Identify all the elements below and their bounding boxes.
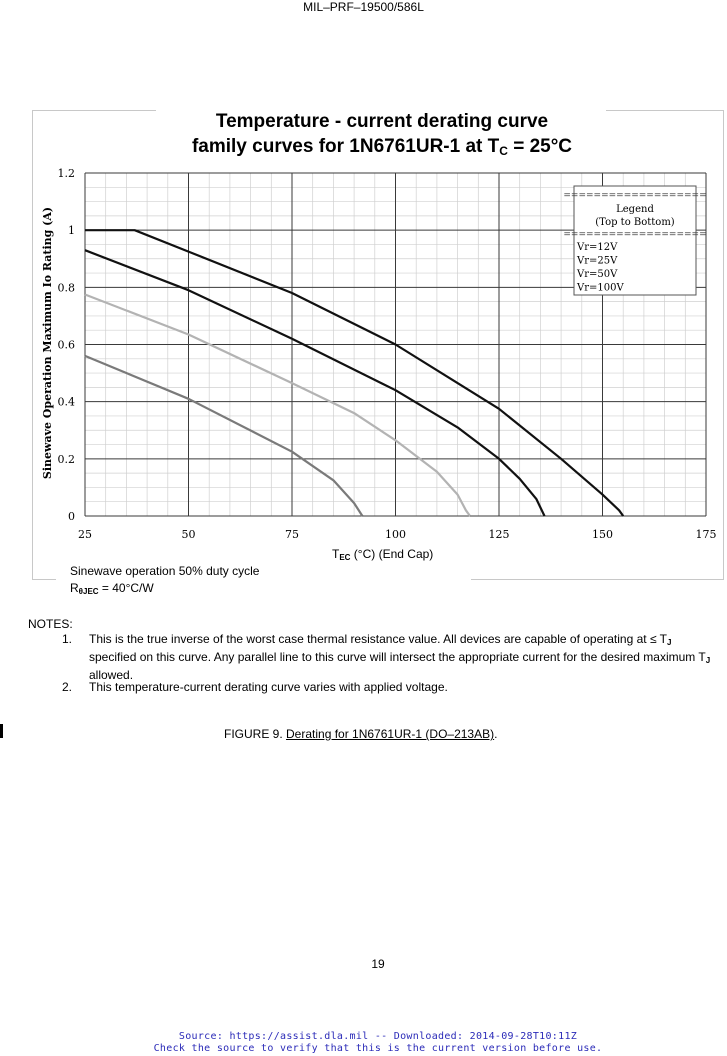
legend <box>563 186 706 295</box>
y-axis-label: Sinewave Operation Maximum Io Rating (A) <box>41 206 54 480</box>
legend-entry: Vr=12V <box>577 242 618 253</box>
legend-entry: Vr=100V <box>577 282 624 294</box>
notes-heading: NOTES: <box>28 617 73 631</box>
source-footer: Source: https://assist.dla.mil -- Downloaded: 2014-09-28T10:11Z <box>178 1031 578 1042</box>
x-tick-label: 25 <box>78 528 92 541</box>
figure-caption: FIGURE 9. Derating for 1N6761UR-1 (DO–213AB). <box>224 727 498 741</box>
x-tick-label: 75 <box>285 528 299 541</box>
thermal-resistance-note: $R_{\theta JEC} = 40^\circ C/W$ <box>70 581 154 596</box>
note-text: This is the true inverse of the worst case thermal resistance value. All devices are capable of operating at ≤ $T_J$ specified on this curve. Any parallel line to this curve will intersect the appropriate current for the desired maximum $T_J$ allowed. <box>89 632 711 682</box>
x-tick-label: 125 <box>488 528 510 541</box>
note-number: 2. <box>62 680 73 694</box>
series-line-vr-50v <box>85 250 545 516</box>
y-tick-label: 0.2 <box>57 452 75 466</box>
legend-entry: Vr=25V <box>577 255 618 267</box>
revision-change-bar <box>0 724 3 738</box>
legend-separator-bottom: =================== <box>563 230 707 240</box>
page-number: 19 <box>371 957 385 971</box>
y-tick-label: 0.4 <box>57 395 75 409</box>
duty-cycle-note: Sinewave operation 50% duty cycle <box>70 564 260 578</box>
y-tick-label: 1.2 <box>57 167 75 180</box>
x-tick-label: 50 <box>181 528 196 541</box>
x-axis-label: $T_{EC}$ (°C) (End Cap) <box>332 547 434 562</box>
verify-footer: Check the source to verify that this is the current version before use. <box>153 1043 603 1054</box>
y-tick-label: 0.6 <box>57 338 75 352</box>
y-tick-label: 0.8 <box>57 281 75 295</box>
note-number: 1. <box>62 632 73 646</box>
y-tick-label: 0 <box>68 510 75 523</box>
legend-title: Legend <box>616 204 654 215</box>
note-text: This temperature-current derating curve varies with applied voltage. <box>89 680 448 694</box>
legend-subtitle: (Top to Bottom) <box>595 217 675 228</box>
x-tick-label: 175 <box>695 528 717 541</box>
chart-title: Temperature - current derating curve <box>215 111 549 132</box>
document-id-header: MIL–PRF–19500/586L <box>303 0 424 14</box>
x-tick-label: 100 <box>385 528 406 541</box>
x-tick-label: 150 <box>592 528 613 541</box>
series-line-vr-25v <box>85 295 470 517</box>
legend-separator-top: =================== <box>563 191 707 201</box>
chart-subtitle: family curves for 1N6761UR-1 at $T_C = 25^\circ C$ <box>191 136 573 158</box>
legend-entry: Vr=50V <box>577 269 618 280</box>
y-tick-label: 1 <box>68 224 75 238</box>
